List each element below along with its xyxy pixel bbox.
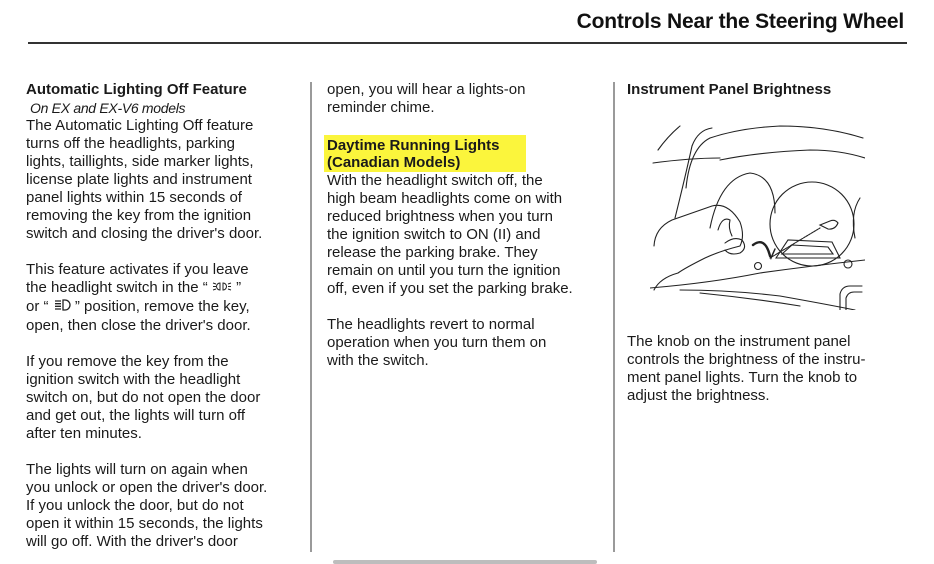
- text-line: open it within 15 seconds, the lights: [26, 515, 263, 532]
- text-line: remain on until you turn the ignition: [327, 262, 561, 279]
- text-fragment: or “: [26, 298, 53, 315]
- text-line: panel lights within 15 seconds of: [26, 189, 242, 206]
- text-line: open, you will hear a lights-on: [327, 81, 526, 98]
- paragraph-remove-key: [26, 353, 308, 443]
- text-line: license plate lights and instrument: [26, 171, 252, 188]
- text-line: and get out, the lights will turn off: [26, 407, 246, 424]
- text-line: removing the key from the ignition: [26, 207, 252, 224]
- text-line: The knob on the instrument panel: [627, 333, 851, 350]
- text-line: [26, 279, 308, 298]
- page-title: Controls Near the Steering Wheel: [576, 10, 904, 33]
- column-divider-1: [310, 82, 312, 552]
- paragraph-daytime-running-lights: [327, 172, 609, 298]
- section-heading-automatic-lighting-off: Automatic Lighting Off Feature: [26, 81, 247, 98]
- headlight-icon: [53, 301, 71, 314]
- text-line: operation when you turn them on: [327, 334, 547, 351]
- text-line: lights, taillights, side marker lights,: [26, 153, 254, 170]
- text-line: The lights will turn on again when: [26, 461, 248, 478]
- paragraph-instrument-panel-brightness: [627, 333, 927, 405]
- text-line: controls the brightness of the instru-: [627, 351, 866, 368]
- text-line: The headlights revert to normal: [327, 316, 535, 333]
- text-line: reduced brightness when you turn: [327, 208, 553, 225]
- page-bottom-edge: [333, 560, 597, 564]
- paragraph-continued: [327, 81, 609, 117]
- paragraph-headlights-revert: [327, 316, 609, 370]
- text-line: after ten minutes.: [26, 425, 142, 442]
- text-line: reminder chime.: [327, 99, 435, 116]
- text-line: If you remove the key from the: [26, 353, 229, 370]
- text-line: This feature activates if you leave: [26, 261, 249, 278]
- illustration-icon: [650, 118, 865, 310]
- paragraph-automatic-lighting-off: [26, 117, 308, 243]
- text-line: the ignition switch to ON (II) and: [327, 226, 541, 243]
- paragraph-feature-activates: [26, 261, 308, 335]
- column-1: [26, 81, 308, 551]
- text-fragment: the headlight switch in the “: [26, 279, 212, 296]
- text-line: turns off the headlights, parking: [26, 135, 236, 152]
- text-line: with the switch.: [327, 352, 429, 369]
- text-line: With the headlight switch off, the: [327, 172, 543, 189]
- heading-line: (Canadian Models): [327, 154, 461, 171]
- text-fragment: ” position, remove the key,: [70, 298, 250, 315]
- text-line: ment panel lights. Turn the knob to: [627, 369, 858, 386]
- text-line: adjust the brightness.: [627, 387, 770, 404]
- section-heading-daytime-running-lights: [324, 135, 526, 172]
- section-heading-instrument-panel-brightness: Instrument Panel Brightness: [627, 81, 832, 98]
- text-line: release the parking brake. They: [327, 244, 538, 261]
- text-line: ignition switch with the headlight: [26, 371, 241, 388]
- section-subtitle: On EX and EX-V6 models: [30, 100, 186, 116]
- column-2: [327, 81, 609, 370]
- header-rule: [28, 42, 907, 44]
- text-line: will go off. With the driver's door: [26, 533, 238, 550]
- text-line: off, even if you set the parking brake.: [327, 280, 573, 297]
- text-line: switch and closing the driver's door.: [26, 225, 263, 242]
- text-fragment: ”: [231, 279, 242, 296]
- text-line: [26, 298, 308, 317]
- parking-lights-icon: [212, 282, 232, 295]
- column-divider-2: [613, 82, 615, 552]
- column-3-body: [627, 333, 927, 405]
- text-line: open, then close the driver's door.: [26, 317, 251, 334]
- text-line: If you unlock the door, but do not: [26, 497, 244, 514]
- text-line: you unlock or open the driver's door.: [26, 479, 268, 496]
- heading-line: Daytime Running Lights: [327, 137, 500, 154]
- paragraph-lights-turn-on-again: [26, 461, 308, 551]
- column-3: [627, 81, 927, 99]
- text-line: The Automatic Lighting Off feature: [26, 117, 254, 134]
- text-line: switch on, but do not open the door: [26, 389, 261, 406]
- instrument-panel-knob-illustration: [650, 118, 865, 310]
- text-line: high beam headlights come on with: [327, 190, 563, 207]
